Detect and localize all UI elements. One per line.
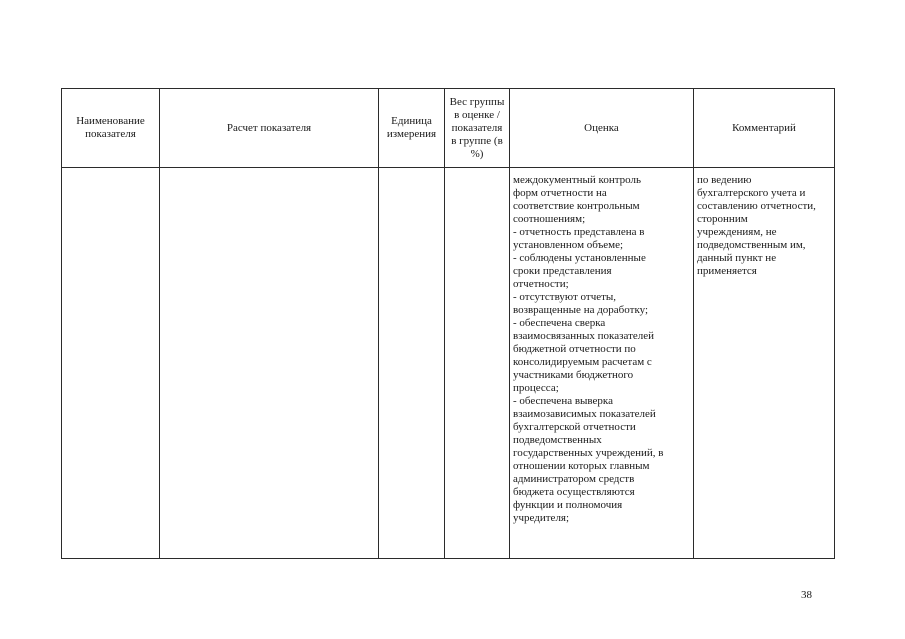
cell-assessment: междокументный контроль форм отчетности на соответствие контрольным соотношениям; - отчетность представлена в установленном объеме; - соблюдены установленные сроки представления отчетности; - отсутствуют отчеты, возвращенные на доработку; - обеспечена сверка взаимосвязанных показателей бюджетной отчетности по консолидируемым расчетам с участниками бюджетного процесса; - обеспечена выверка взаимозависимых показателей бухгалтерской отчетности подведомственных государственных учреждений, в отношении которых главным администратором средств бюджета осуществляются функции и полномочия учредителя;: [510, 168, 694, 559]
header-calculation: Расчет показателя: [160, 89, 379, 168]
cell-unit: [379, 168, 445, 559]
page-number: 38: [801, 589, 812, 601]
table-row: [62, 168, 835, 559]
header-unit: Единица измерения: [379, 89, 445, 168]
cell-comment: по ведению бухгалтерского учета и составлению отчетности, сторонним учреждениям, не подведомственным им, данный пункт не применяется: [694, 168, 835, 559]
header-weight: Вес группы в оценке / показателя в группе (в %): [445, 89, 510, 168]
header-assessment: Оценка: [510, 89, 694, 168]
header-comment: Комментарий: [694, 89, 835, 168]
cell-indicator-name: [62, 168, 160, 559]
table-header-row: [62, 89, 835, 168]
header-indicator-name: Наименование показателя: [62, 89, 160, 168]
cell-calculation: [160, 168, 379, 559]
assessment-table: [61, 88, 835, 559]
cell-weight: [445, 168, 510, 559]
